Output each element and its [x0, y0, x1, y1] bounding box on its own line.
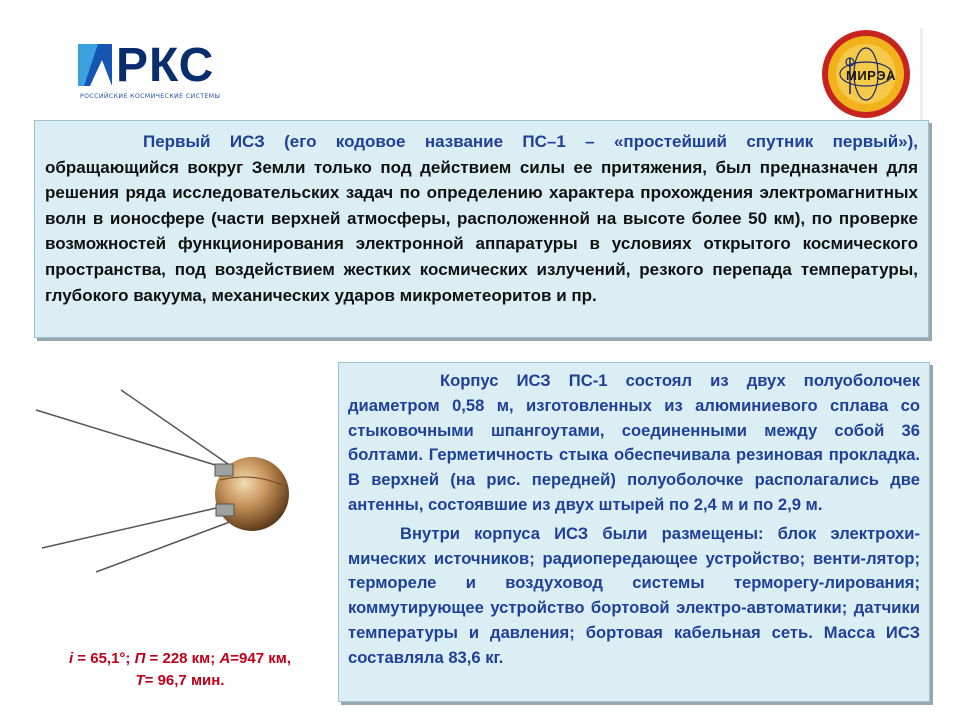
mirea-logo: [820, 28, 912, 120]
equipment-paragraph: Внутри корпуса ИСЗ были размещены: блок электрохи-мических источников; радиопередающее устройство; венти-лятор; термореле и воздуховод системы терморегу-лирования; коммутирующее устройство бортовой электро-автоматики; датчики температуры и давления; бортовая кабельная сеть. Масса ИСЗ составляла 83,6 кг.: [348, 523, 920, 667]
intro-paragraph: [45, 129, 918, 308]
orbit-line-2: [30, 670, 330, 692]
inclination-value: = 65,1°;: [73, 650, 135, 667]
intro-text-box: [34, 120, 929, 338]
mirea-logo-text: МИРЭА: [846, 68, 896, 83]
design-text-box: [338, 362, 930, 702]
intro-body: обращающийся вокруг Земли только под действием силы ее притяжения, был предназначен для решения ряда исследовательских задач по определению характера прохождения электромагнитных волн в ионосфере (части верхней атмосферы, расположенной на высоте более 50 км), по проверке возможностей функционирования электронной аппаратуры в условиях открытого космического пространства, под воздействием жестких космических излучений, резкого перепада температуры, глубокого вакуума, механических ударов микрометеоритов и пр.: [45, 157, 918, 305]
rks-emblem-icon: [78, 42, 114, 88]
rks-logo: [78, 39, 250, 104]
hull-paragraph: Корпус ИСЗ ПС-1 состоял из двух полуоболочек диаметром 0,58 м, изготовленных из алюминиевого сплава со стыковочными шпангоутами, соединенными между собой 36 болтами. Герметичность стыка обеспечивала резиновая прокладка. В верхней (на рис. передней) полуоболочке располагались две антенны, состоявшие из двух штырей по 2,4 м и по 2,9 м.: [348, 371, 920, 514]
apogee-symbol: А: [219, 650, 231, 667]
decorative-divider: [920, 28, 923, 120]
period-value: = 96,7 мин.: [144, 672, 225, 689]
inclination-symbol: i: [68, 650, 74, 667]
rks-logo-subtitle: РОССИЙСКИЕ КОСМИЧЕСКИЕ СИСТЕМЫ: [80, 93, 221, 100]
period-symbol: Т: [135, 672, 145, 689]
rks-logo-text: РКС: [116, 39, 215, 92]
perigee-value: = 228 км;: [145, 650, 220, 667]
perigee-symbol: П: [134, 650, 146, 667]
apogee-value: =947 км,: [230, 650, 292, 667]
orbit-line-1: [30, 648, 330, 670]
sputnik-illustration: [30, 380, 330, 590]
orbit-parameters: [30, 648, 330, 692]
sputnik-icon: [30, 380, 330, 590]
intro-lead: Первый ИСЗ (его кодовое название ПС–1 – «простейший спутник первый»),: [143, 132, 918, 151]
